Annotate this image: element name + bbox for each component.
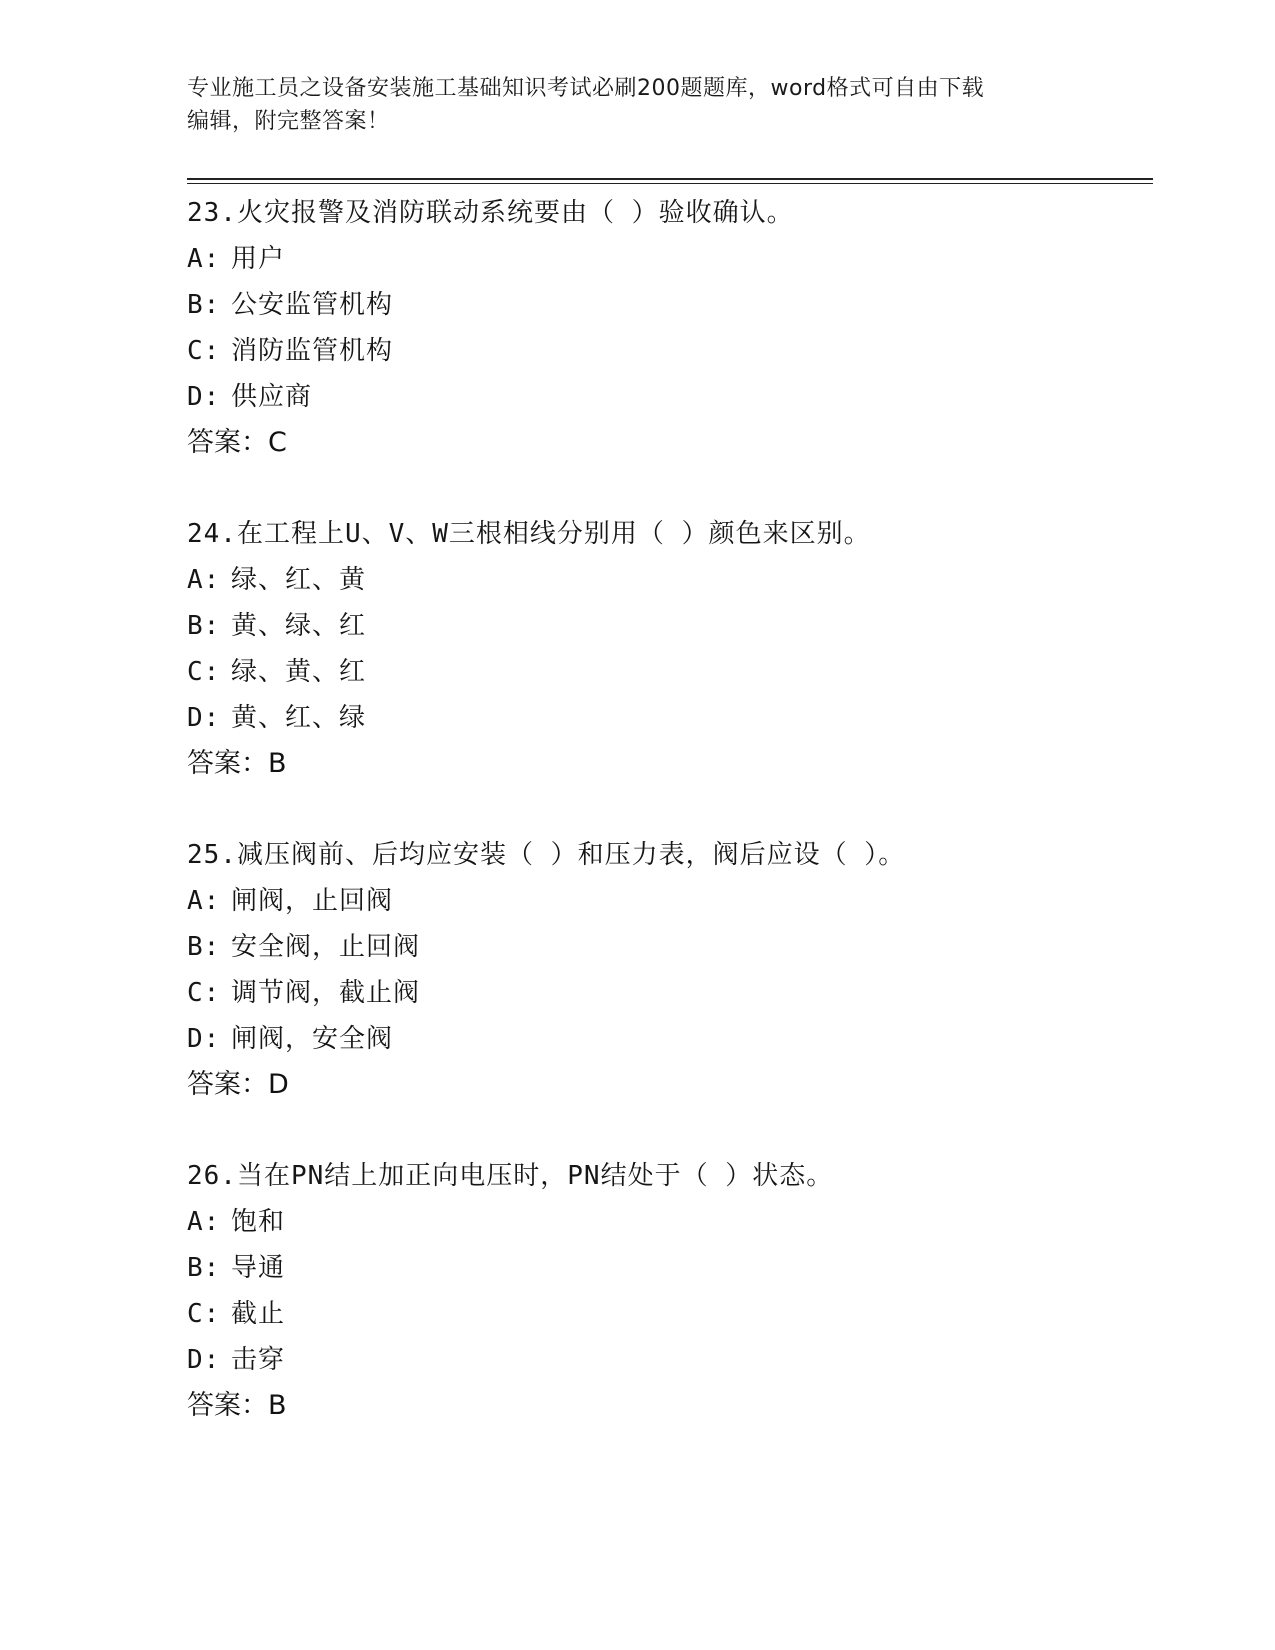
option-key: B: xyxy=(187,290,221,320)
option-key: C: xyxy=(187,1299,221,1329)
question-text: 24.在工程上U、V、W三根相线分别用（ ）颜色来区别。 xyxy=(187,519,871,549)
option-text: 绿、红、黄 xyxy=(231,565,367,595)
option-key: C: xyxy=(187,336,221,366)
option-text: 供应商 xyxy=(231,382,313,412)
option-key: D: xyxy=(187,703,221,733)
option-key: B: xyxy=(187,611,221,641)
option-a xyxy=(187,1199,1147,1245)
question-24 xyxy=(187,511,1147,787)
header-divider-thin xyxy=(187,183,1153,184)
option-key: A: xyxy=(187,244,221,274)
option-a xyxy=(187,236,1147,282)
option-text: 闸阀，安全阀 xyxy=(231,1024,394,1054)
option-text: 黄、红、绿 xyxy=(231,703,367,733)
option-d xyxy=(187,695,1147,741)
question-text: 23.火灾报警及消防联动系统要由（ ）验收确认。 xyxy=(187,198,794,228)
option-key: B: xyxy=(187,1253,221,1283)
option-text: 黄、绿、红 xyxy=(231,611,367,641)
option-text: 饱和 xyxy=(231,1207,286,1237)
question-26 xyxy=(187,1153,1147,1429)
option-key: A: xyxy=(187,1207,221,1237)
option-b xyxy=(187,282,1147,328)
option-d xyxy=(187,1337,1147,1383)
option-b xyxy=(187,603,1147,649)
question-list xyxy=(187,190,1147,1429)
answer-line: 答案：D xyxy=(187,1069,289,1100)
option-b xyxy=(187,924,1147,970)
option-key: D: xyxy=(187,1345,221,1375)
header-divider-thick xyxy=(187,178,1153,180)
question-text: 26.当在PN结上加正向电压时，PN结处于（ ）状态。 xyxy=(187,1161,834,1191)
document-header xyxy=(187,72,1087,138)
option-text: 闸阀，止回阀 xyxy=(231,886,394,916)
option-text: 导通 xyxy=(231,1253,286,1283)
option-c xyxy=(187,970,1147,1016)
header-line-1: 专业施工员之设备安装施工基础知识考试必刷200题题库，word格式可自由下载 xyxy=(187,76,985,101)
answer-line: 答案：B xyxy=(187,1390,287,1421)
option-text: 消防监管机构 xyxy=(231,336,394,366)
option-text: 击穿 xyxy=(231,1345,286,1375)
option-key: B: xyxy=(187,932,221,962)
question-25 xyxy=(187,832,1147,1108)
question-text: 25.减压阀前、后均应安装（ ）和压力表，阀后应设（ ）。 xyxy=(187,840,906,870)
option-key: D: xyxy=(187,1024,221,1054)
option-text: 调节阀，截止阀 xyxy=(231,978,421,1008)
option-d xyxy=(187,374,1147,420)
option-key: C: xyxy=(187,978,221,1008)
option-key: A: xyxy=(187,565,221,595)
option-c xyxy=(187,328,1147,374)
option-c xyxy=(187,1291,1147,1337)
option-text: 截止 xyxy=(231,1299,286,1329)
header-line-2: 编辑，附完整答案！ xyxy=(187,109,390,134)
option-key: A: xyxy=(187,886,221,916)
option-d xyxy=(187,1016,1147,1062)
option-text: 绿、黄、红 xyxy=(231,657,367,687)
option-a xyxy=(187,557,1147,603)
option-text: 用户 xyxy=(231,244,286,274)
option-b xyxy=(187,1245,1147,1291)
option-a xyxy=(187,878,1147,924)
option-c xyxy=(187,649,1147,695)
option-key: C: xyxy=(187,657,221,687)
answer-line: 答案：C xyxy=(187,427,287,458)
option-key: D: xyxy=(187,382,221,412)
option-text: 公安监管机构 xyxy=(231,290,394,320)
question-23 xyxy=(187,190,1147,466)
option-text: 安全阀，止回阀 xyxy=(231,932,421,962)
answer-line: 答案：B xyxy=(187,748,287,779)
